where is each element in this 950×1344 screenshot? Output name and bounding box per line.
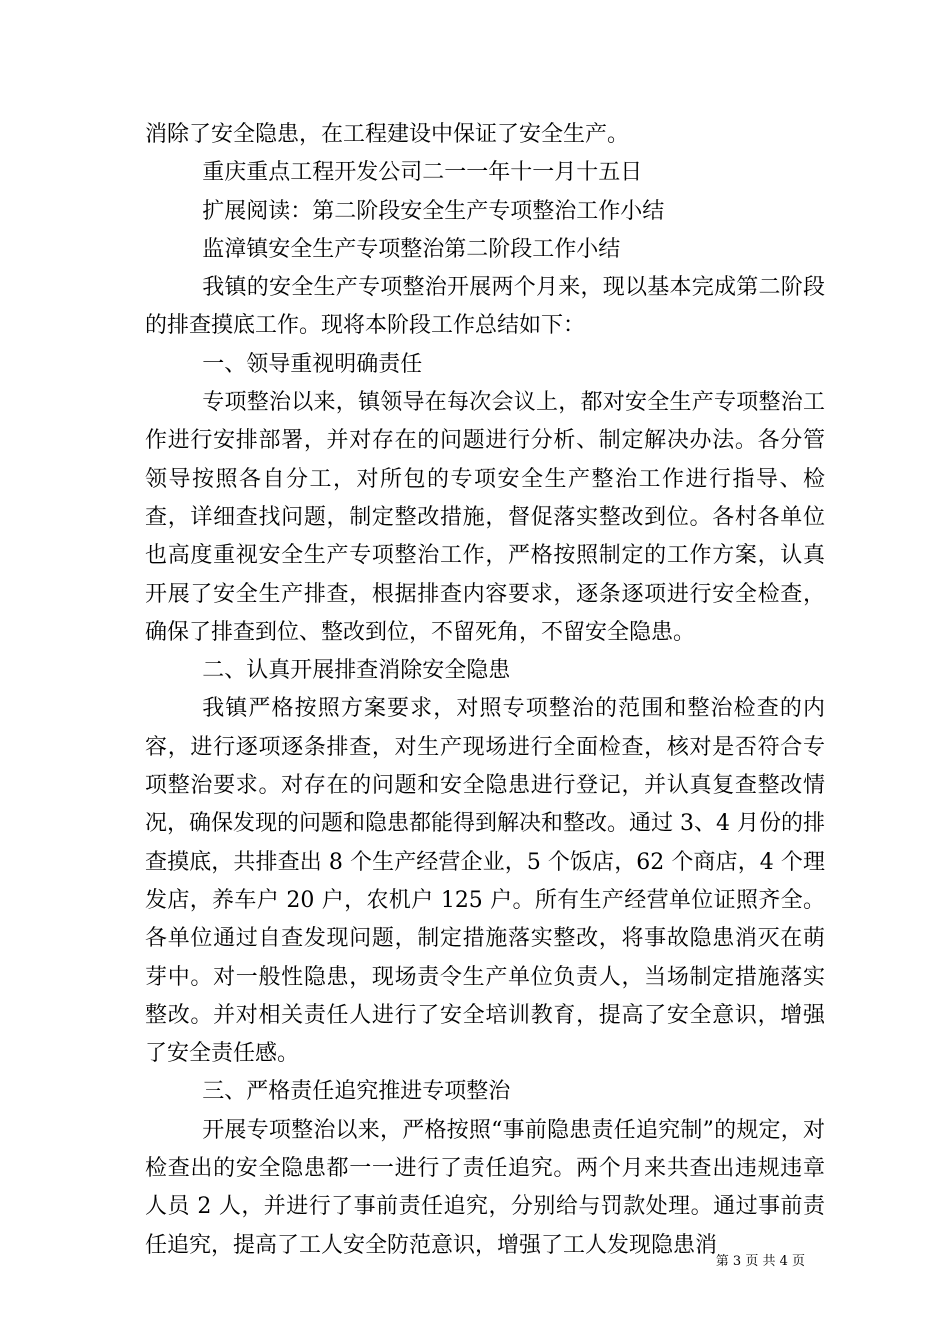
signature-line: 重庆重点工程开发公司二一一年十一月十五日 bbox=[202, 160, 643, 186]
section-heading-3: 三、严格责任追究推进专项整治 bbox=[202, 1079, 511, 1105]
section-heading-2: 二、认真开展排查消除安全隐患 bbox=[202, 658, 511, 684]
section-heading-1: 一、领导重视明确责任 bbox=[202, 351, 423, 377]
report-title: 监漳镇安全生产专项整治第二阶段工作小结 bbox=[202, 236, 621, 262]
extended-reading-title: 扩展阅读：第二阶段安全生产专项整治工作小结 bbox=[202, 198, 665, 224]
intro-paragraph: 我镇的安全生产专项整治开展两个月来，现以基本完成第二阶段的排查摸底工作。现将本阶段工作总结如下： bbox=[145, 275, 825, 339]
paragraph-1: 消除了安全隐患，在工程建设中保证了安全生产。 bbox=[145, 122, 630, 147]
document-body bbox=[145, 116, 825, 1265]
page-number-footer: 第 3 页 共 4 页 bbox=[715, 1254, 805, 1269]
section-2-paragraph: 我镇严格按照方案要求，对照专项整治的范围和整治检查的内容，进行逐项逐条排查，对生产现场进行全面检查，核对是否符合专项整治要求。对存在的问题和安全隐患进行登记，并认真复查整改情况，确保发现的问题和隐患都能得到解决和整改。通过 3、4 月份的排查摸底，共排查出 8 个生产经营企业，5 个饭店，62 个商店，4 个理发店，养车户 20 户，农机户 125 户。所有生产经营单位证照齐全。各单位通过自查发现问题，制定措施落实整改，将事故隐患消灭在萌芽中。对一般性隐患，现场责令生产单位负责人，当场制定措施落实整改。并对相关责任人进行了安全培训教育，提高了安全意识，增强了安全责任感。 bbox=[145, 696, 825, 1067]
section-3-paragraph: 开展专项整治以来，严格按照“事前隐患责任追究制”的规定，对检查出的安全隐患都一一进行了责任追究。两个月来共查出违规违章人员 2 人，并进行了事前责任追究，分别给与罚款处理。通过事前责任追究，提高了工人安全防范意识，增强了工人发现隐患消 bbox=[145, 1117, 825, 1258]
section-1-paragraph: 专项整治以来，镇领导在每次会议上，都对安全生产专项整治工作进行安排部署，并对存在的问题进行分析、制定解决办法。各分管领导按照各自分工，对所包的专项安全生产整治工作进行指导、检查，详细查找问题，制定整改措施，督促落实整改到位。各村各单位也高度重视安全生产专项整治工作，严格按照制定的工作方案，认真开展了安全生产排查，根据排查内容要求，逐条逐项进行安全检查，确保了排查到位、整改到位，不留死角，不留安全隐患。 bbox=[145, 390, 825, 645]
